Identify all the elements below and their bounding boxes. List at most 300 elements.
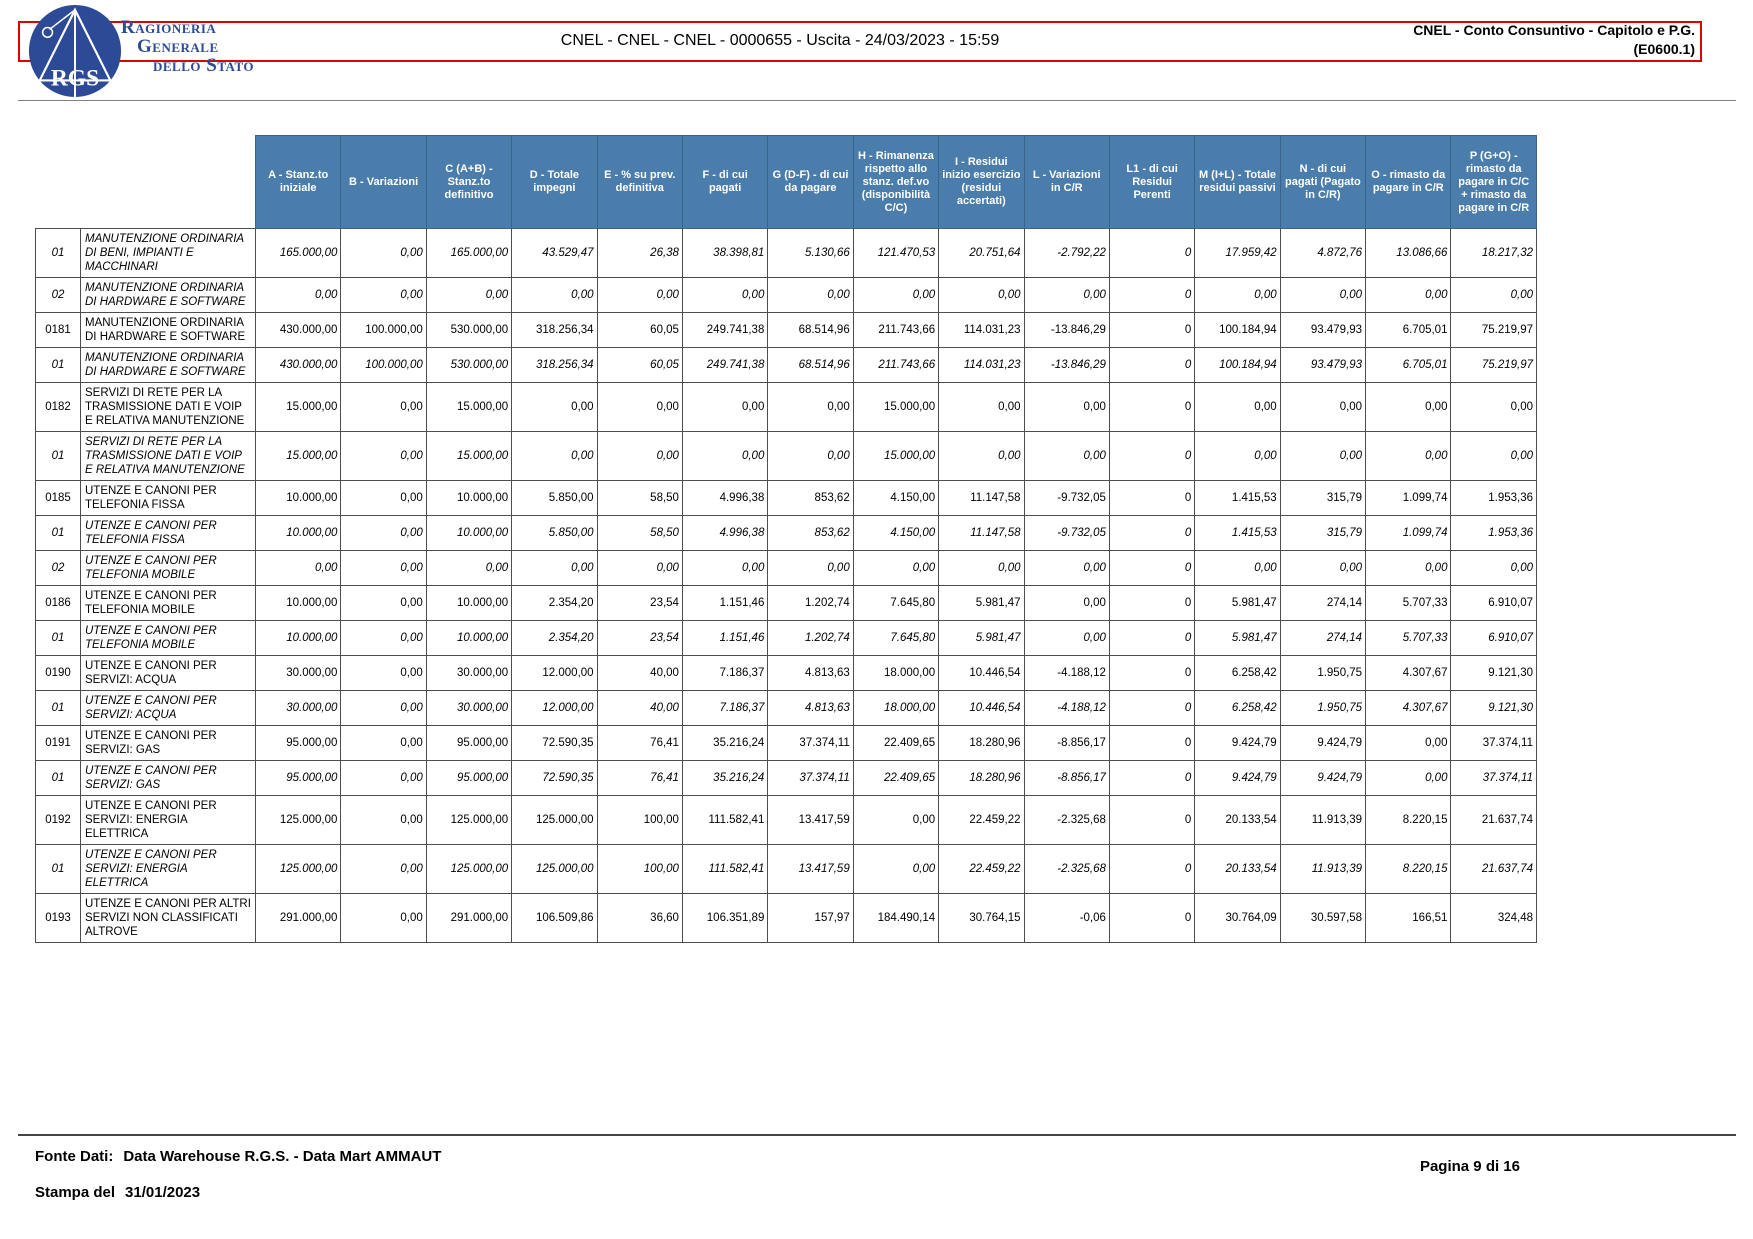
cell-value: 184.490,14 — [853, 894, 938, 943]
column-header: M (I+L) - Totale residui passivi — [1195, 136, 1280, 229]
row-code: 0192 — [36, 796, 81, 845]
cell-value: 7.186,37 — [682, 691, 767, 726]
cell-value: 72.590,35 — [512, 761, 597, 796]
cell-value: 0,00 — [682, 551, 767, 586]
row-description: SERVIZI DI RETE PER LA TRASMISSIONE DATI E VOIP E RELATIVA MANUTENZIONE — [81, 383, 256, 432]
cell-value: 157,97 — [768, 894, 853, 943]
table-row — [36, 761, 1537, 796]
table-row — [36, 551, 1537, 586]
column-header: A - Stanz.to iniziale — [256, 136, 341, 229]
cell-value: 10.000,00 — [426, 481, 511, 516]
report-code: (E0600.1) — [1633, 41, 1695, 57]
cell-value: 121.470,53 — [853, 229, 938, 278]
cell-value: 10.000,00 — [426, 586, 511, 621]
column-header: C (A+B) - Stanz.to definitivo — [426, 136, 511, 229]
cell-value: 0,00 — [682, 432, 767, 481]
column-header: L - Variazioni in C/R — [1024, 136, 1109, 229]
svg-text:RGS: RGS — [50, 65, 100, 92]
cell-value: 211.743,66 — [853, 313, 938, 348]
cell-value: 5.981,47 — [939, 586, 1024, 621]
cell-value: 10.446,54 — [939, 656, 1024, 691]
cell-value: 12.000,00 — [512, 656, 597, 691]
cell-value: 1.099,74 — [1366, 516, 1451, 551]
budget-table — [35, 135, 1537, 943]
cell-value: 0,00 — [1195, 383, 1280, 432]
cell-value: 10.000,00 — [426, 516, 511, 551]
row-description: UTENZE E CANONI PER SERVIZI: ENERGIA ELETTRICA — [81, 796, 256, 845]
table-row — [36, 516, 1537, 551]
cell-value: 0,00 — [341, 726, 426, 761]
cell-value: 0 — [1109, 691, 1194, 726]
cell-value: -13.846,29 — [1024, 313, 1109, 348]
cell-value: 38.398,81 — [682, 229, 767, 278]
cell-value: 6.258,42 — [1195, 656, 1280, 691]
report-header-title: CNEL - CNEL - CNEL - 0000655 - Uscita - 24/03/2023 - 15:59 — [560, 32, 1000, 49]
cell-value: 0,00 — [768, 432, 853, 481]
cell-value: 0,00 — [682, 383, 767, 432]
table-row — [36, 278, 1537, 313]
cell-value: 0 — [1109, 383, 1194, 432]
cell-value: 23,54 — [597, 586, 682, 621]
cell-value: 6.910,07 — [1451, 621, 1537, 656]
cell-value: 0,00 — [1451, 278, 1537, 313]
cell-value: 7.645,80 — [853, 621, 938, 656]
cell-value: 37.374,11 — [768, 761, 853, 796]
row-description: UTENZE E CANONI PER SERVIZI: ACQUA — [81, 656, 256, 691]
cell-value: 0 — [1109, 586, 1194, 621]
column-header: E - % su prev. definitiva — [597, 136, 682, 229]
cell-value: 0,00 — [341, 761, 426, 796]
cell-value: 1.415,53 — [1195, 516, 1280, 551]
cell-value: 0,00 — [341, 432, 426, 481]
cell-value: 43.529,47 — [512, 229, 597, 278]
cell-value: 1.950,75 — [1280, 691, 1365, 726]
cell-value: 249.741,38 — [682, 313, 767, 348]
cell-value: 93.479,93 — [1280, 348, 1365, 383]
cell-value: 0,00 — [768, 383, 853, 432]
table-row — [36, 845, 1537, 894]
cell-value: 0,00 — [1024, 551, 1109, 586]
row-code: 0186 — [36, 586, 81, 621]
cell-value: -2.325,68 — [1024, 845, 1109, 894]
row-description: UTENZE E CANONI PER TELEFONIA MOBILE — [81, 551, 256, 586]
cell-value: 1.953,36 — [1451, 516, 1537, 551]
row-description: UTENZE E CANONI PER SERVIZI: GAS — [81, 726, 256, 761]
cell-value: 15.000,00 — [256, 383, 341, 432]
cell-value: 0,00 — [853, 278, 938, 313]
cell-value: 18.280,96 — [939, 761, 1024, 796]
cell-value: 35.216,24 — [682, 726, 767, 761]
cell-value: 0,00 — [341, 691, 426, 726]
page-number: Pagina 9 di 16 — [1419, 1158, 1520, 1175]
cell-value: 11.147,58 — [939, 516, 1024, 551]
cell-value: 30.597,58 — [1280, 894, 1365, 943]
row-code: 02 — [36, 278, 81, 313]
cell-value: 0 — [1109, 348, 1194, 383]
row-code: 0182 — [36, 383, 81, 432]
cell-value: 12.000,00 — [512, 691, 597, 726]
cell-value: 0,00 — [1024, 586, 1109, 621]
report-name — [1413, 21, 1695, 59]
rgs-logo-icon — [26, 2, 124, 100]
cell-value: 249.741,38 — [682, 348, 767, 383]
cell-value: -2.792,22 — [1024, 229, 1109, 278]
cell-value: 114.031,23 — [939, 348, 1024, 383]
cell-value: 30.764,15 — [939, 894, 1024, 943]
cell-value: -9.732,05 — [1024, 516, 1109, 551]
cell-value: 30.000,00 — [256, 656, 341, 691]
cell-value: 318.256,34 — [512, 348, 597, 383]
cell-value: 100.184,94 — [1195, 313, 1280, 348]
cell-value: 0,00 — [512, 383, 597, 432]
row-description: UTENZE E CANONI PER TELEFONIA FISSA — [81, 516, 256, 551]
cell-value: 0 — [1109, 726, 1194, 761]
table-row — [36, 229, 1537, 278]
cell-value: 0 — [1109, 481, 1194, 516]
cell-value: 37.374,11 — [768, 726, 853, 761]
cell-value: 6.705,01 — [1366, 348, 1451, 383]
cell-value: 30.764,09 — [1195, 894, 1280, 943]
table-row — [36, 313, 1537, 348]
cell-value: 35.216,24 — [682, 761, 767, 796]
cell-value: 0,00 — [256, 551, 341, 586]
cell-value: 0,00 — [426, 278, 511, 313]
cell-value: 15.000,00 — [256, 432, 341, 481]
cell-value: 0 — [1109, 761, 1194, 796]
cell-value: 2.354,20 — [512, 586, 597, 621]
cell-value: 0,00 — [341, 278, 426, 313]
cell-value: 0,00 — [256, 278, 341, 313]
cell-value: 0,00 — [1451, 383, 1537, 432]
row-description: UTENZE E CANONI PER SERVIZI: ACQUA — [81, 691, 256, 726]
cell-value: 60,05 — [597, 348, 682, 383]
cell-value: 4.872,76 — [1280, 229, 1365, 278]
cell-value: 0 — [1109, 229, 1194, 278]
cell-value: 0,00 — [341, 383, 426, 432]
cell-value: 125.000,00 — [426, 845, 511, 894]
report-name-line-1: CNEL - Conto Consuntivo - Capitolo e P.G. — [1413, 22, 1695, 38]
cell-value: 100,00 — [597, 845, 682, 894]
column-header: P (G+O) - rimasto da pagare in C/C + rimasto da pagare in C/R — [1451, 136, 1537, 229]
cell-value: 40,00 — [597, 691, 682, 726]
cell-value: 9.424,79 — [1195, 761, 1280, 796]
cell-value: 18.217,32 — [1451, 229, 1537, 278]
cell-value: 4.813,63 — [768, 656, 853, 691]
cell-value: 11.147,58 — [939, 481, 1024, 516]
cell-value: 0,00 — [853, 845, 938, 894]
cell-value: 0,00 — [1024, 432, 1109, 481]
cell-value: 211.743,66 — [853, 348, 938, 383]
cell-value: 0 — [1109, 845, 1194, 894]
cell-value: 72.590,35 — [512, 726, 597, 761]
cell-value: 291.000,00 — [426, 894, 511, 943]
cell-value: 0,00 — [512, 278, 597, 313]
cell-value: 530.000,00 — [426, 348, 511, 383]
cell-value: 5.850,00 — [512, 516, 597, 551]
cell-value: 0 — [1109, 656, 1194, 691]
column-header: L1 - di cui Residui Perenti — [1109, 136, 1194, 229]
cell-value: 95.000,00 — [426, 726, 511, 761]
cell-value: 106.351,89 — [682, 894, 767, 943]
row-description: UTENZE E CANONI PER ALTRI SERVIZI NON CLASSIFICATI ALTROVE — [81, 894, 256, 943]
cell-value: 0,00 — [768, 278, 853, 313]
cell-value: 0 — [1109, 621, 1194, 656]
cell-value: 5.707,33 — [1366, 586, 1451, 621]
cell-value: 318.256,34 — [512, 313, 597, 348]
row-description: MANUTENZIONE ORDINARIA DI HARDWARE E SOFTWARE — [81, 278, 256, 313]
cell-value: 125.000,00 — [256, 796, 341, 845]
cell-value: -9.732,05 — [1024, 481, 1109, 516]
cell-value: 853,62 — [768, 516, 853, 551]
row-code: 01 — [36, 516, 81, 551]
cell-value: 15.000,00 — [426, 383, 511, 432]
cell-value: 0,00 — [341, 894, 426, 943]
cell-value: 95.000,00 — [256, 761, 341, 796]
cell-value: 0,00 — [1366, 551, 1451, 586]
cell-value: 0,00 — [939, 432, 1024, 481]
cell-value: 0,00 — [341, 586, 426, 621]
cell-value: 1.151,46 — [682, 586, 767, 621]
cell-value: 4.150,00 — [853, 516, 938, 551]
column-header: O - rimasto da pagare in C/R — [1366, 136, 1451, 229]
fonte-dati-value: Data Warehouse R.G.S. - Data Mart AMMAUT — [123, 1148, 442, 1165]
cell-value: 324,48 — [1451, 894, 1537, 943]
row-code: 0191 — [36, 726, 81, 761]
column-header: D - Totale impegni — [512, 136, 597, 229]
cell-value: 0,00 — [341, 656, 426, 691]
cell-value: 0,00 — [1195, 278, 1280, 313]
cell-value: 853,62 — [768, 481, 853, 516]
cell-value: 95.000,00 — [256, 726, 341, 761]
cell-value: 125.000,00 — [512, 845, 597, 894]
cell-value: 5.981,47 — [1195, 586, 1280, 621]
column-header: N - di cui pagati (Pagato in C/R) — [1280, 136, 1365, 229]
cell-value: 75.219,97 — [1451, 313, 1537, 348]
cell-value: 315,79 — [1280, 516, 1365, 551]
cell-value: 21.637,74 — [1451, 845, 1537, 894]
cell-value: 10.000,00 — [426, 621, 511, 656]
cell-value: 291.000,00 — [256, 894, 341, 943]
table-row — [36, 894, 1537, 943]
cell-value: 0,00 — [1366, 432, 1451, 481]
cell-value: 5.850,00 — [512, 481, 597, 516]
cell-value: 0,00 — [939, 383, 1024, 432]
cell-value: 1.415,53 — [1195, 481, 1280, 516]
header-divider — [18, 100, 1736, 101]
cell-value: 430.000,00 — [256, 348, 341, 383]
cell-value: 0,00 — [512, 551, 597, 586]
cell-value: 40,00 — [597, 656, 682, 691]
cell-value: 18.000,00 — [853, 656, 938, 691]
cell-value: 100.184,94 — [1195, 348, 1280, 383]
row-description: MANUTENZIONE ORDINARIA DI HARDWARE E SOFTWARE — [81, 313, 256, 348]
cell-value: 0 — [1109, 796, 1194, 845]
cell-value: 10.000,00 — [256, 621, 341, 656]
cell-value: 20.133,54 — [1195, 845, 1280, 894]
cell-value: 9.121,30 — [1451, 691, 1537, 726]
cell-value: 0,00 — [341, 229, 426, 278]
cell-value: 10.000,00 — [256, 516, 341, 551]
cell-value: 36,60 — [597, 894, 682, 943]
cell-value: 0,00 — [426, 551, 511, 586]
cell-value: 0 — [1109, 278, 1194, 313]
cell-value: 0 — [1109, 894, 1194, 943]
cell-value: 4.996,38 — [682, 481, 767, 516]
row-code: 01 — [36, 621, 81, 656]
cell-value: 0,00 — [939, 551, 1024, 586]
cell-value: 274,14 — [1280, 621, 1365, 656]
cell-value: 4.813,63 — [768, 691, 853, 726]
cell-value: 315,79 — [1280, 481, 1365, 516]
cell-value: 165.000,00 — [426, 229, 511, 278]
table-body — [36, 229, 1537, 943]
cell-value: 0,00 — [768, 551, 853, 586]
cell-value: 0,00 — [1280, 278, 1365, 313]
cell-value: 530.000,00 — [426, 313, 511, 348]
cell-value: 0,00 — [341, 481, 426, 516]
cell-value: 125.000,00 — [512, 796, 597, 845]
cell-value: 22.459,22 — [939, 796, 1024, 845]
cell-value: 10.000,00 — [256, 481, 341, 516]
cell-value: 68.514,96 — [768, 348, 853, 383]
cell-value: 18.280,96 — [939, 726, 1024, 761]
cell-value: 11.913,39 — [1280, 845, 1365, 894]
cell-value: 114.031,23 — [939, 313, 1024, 348]
header-blank-desc — [81, 136, 256, 229]
cell-value: 8.220,15 — [1366, 845, 1451, 894]
cell-value: 1.099,74 — [1366, 481, 1451, 516]
cell-value: 0,00 — [341, 621, 426, 656]
row-description: SERVIZI DI RETE PER LA TRASMISSIONE DATI E VOIP E RELATIVA MANUTENZIONE — [81, 432, 256, 481]
cell-value: 0,00 — [1366, 726, 1451, 761]
cell-value: 0,00 — [1366, 383, 1451, 432]
cell-value: 0,00 — [1024, 621, 1109, 656]
fonte-dati — [35, 1148, 441, 1165]
cell-value: -8.856,17 — [1024, 726, 1109, 761]
cell-value: 0,00 — [1280, 551, 1365, 586]
cell-value: 0,00 — [597, 551, 682, 586]
cell-value: 21.637,74 — [1451, 796, 1537, 845]
cell-value: 0,00 — [341, 516, 426, 551]
cell-value: 0,00 — [1451, 551, 1537, 586]
cell-value: 60,05 — [597, 313, 682, 348]
row-code: 01 — [36, 432, 81, 481]
cell-value: 0 — [1109, 516, 1194, 551]
column-header: I - Residui inizio esercizio (residui accertati) — [939, 136, 1024, 229]
brand-text — [121, 18, 254, 75]
cell-value: 0,00 — [1195, 432, 1280, 481]
cell-value: 15.000,00 — [426, 432, 511, 481]
cell-value: 93.479,93 — [1280, 313, 1365, 348]
cell-value: 58,50 — [597, 481, 682, 516]
cell-value: 22.459,22 — [939, 845, 1024, 894]
cell-value: 22.409,65 — [853, 726, 938, 761]
cell-value: 0,00 — [1280, 383, 1365, 432]
cell-value: 76,41 — [597, 761, 682, 796]
cell-value: 0,00 — [512, 432, 597, 481]
row-code: 01 — [36, 348, 81, 383]
cell-value: 100,00 — [597, 796, 682, 845]
row-code: 0193 — [36, 894, 81, 943]
cell-value: 7.645,80 — [853, 586, 938, 621]
cell-value: 0,00 — [341, 551, 426, 586]
cell-value: 37.374,11 — [1451, 761, 1537, 796]
cell-value: 5.130,66 — [768, 229, 853, 278]
cell-value: 1.151,46 — [682, 621, 767, 656]
table-row — [36, 726, 1537, 761]
cell-value: 0,00 — [1451, 432, 1537, 481]
cell-value: 4.307,67 — [1366, 656, 1451, 691]
cell-value: 0 — [1109, 313, 1194, 348]
row-description: MANUTENZIONE ORDINARIA DI BENI, IMPIANTI E MACCHINARI — [81, 229, 256, 278]
column-header: B - Variazioni — [341, 136, 426, 229]
cell-value: 1.950,75 — [1280, 656, 1365, 691]
cell-value: 20.133,54 — [1195, 796, 1280, 845]
cell-value: 22.409,65 — [853, 761, 938, 796]
cell-value: 23,54 — [597, 621, 682, 656]
row-code: 02 — [36, 551, 81, 586]
cell-value: 4.307,67 — [1366, 691, 1451, 726]
row-description: MANUTENZIONE ORDINARIA DI HARDWARE E SOFTWARE — [81, 348, 256, 383]
cell-value: 26,38 — [597, 229, 682, 278]
brand-line-2: Generale — [137, 36, 219, 57]
cell-value: 0,00 — [341, 796, 426, 845]
table-row — [36, 796, 1537, 845]
cell-value: 5.981,47 — [1195, 621, 1280, 656]
cell-value: 76,41 — [597, 726, 682, 761]
cell-value: 0,00 — [853, 551, 938, 586]
cell-value: 111.582,41 — [682, 796, 767, 845]
cell-value: 75.219,97 — [1451, 348, 1537, 383]
cell-value: 5.981,47 — [939, 621, 1024, 656]
cell-value: 58,50 — [597, 516, 682, 551]
cell-value: 0,00 — [939, 278, 1024, 313]
column-header: F - di cui pagati — [682, 136, 767, 229]
cell-value: 9.424,79 — [1195, 726, 1280, 761]
cell-value: 15.000,00 — [853, 432, 938, 481]
brand-line-1: Ragioneria — [121, 17, 217, 38]
cell-value: 0,00 — [1195, 551, 1280, 586]
cell-value: 0,00 — [597, 432, 682, 481]
cell-value: -2.325,68 — [1024, 796, 1109, 845]
cell-value: 9.121,30 — [1451, 656, 1537, 691]
cell-value: -13.846,29 — [1024, 348, 1109, 383]
cell-value: 15.000,00 — [853, 383, 938, 432]
cell-value: 0 — [1109, 551, 1194, 586]
cell-value: 11.913,39 — [1280, 796, 1365, 845]
cell-value: 13.417,59 — [768, 845, 853, 894]
cell-value: 9.424,79 — [1280, 761, 1365, 796]
cell-value: 4.996,38 — [682, 516, 767, 551]
table-row — [36, 432, 1537, 481]
footer-divider — [18, 1134, 1736, 1136]
cell-value: 17.959,42 — [1195, 229, 1280, 278]
brand-line-3: dello Stato — [153, 55, 255, 76]
cell-value: 5.707,33 — [1366, 621, 1451, 656]
cell-value: 37.374,11 — [1451, 726, 1537, 761]
cell-value: -4.188,12 — [1024, 691, 1109, 726]
cell-value: 18.000,00 — [853, 691, 938, 726]
cell-value: 6.910,07 — [1451, 586, 1537, 621]
table-row — [36, 691, 1537, 726]
row-description: UTENZE E CANONI PER TELEFONIA MOBILE — [81, 621, 256, 656]
column-header: H - Rimanenza rispetto allo stanz. def.vo (disponibilità C/C) — [853, 136, 938, 229]
cell-value: 165.000,00 — [256, 229, 341, 278]
cell-value: 9.424,79 — [1280, 726, 1365, 761]
table-row — [36, 586, 1537, 621]
stampa-del-value: 31/01/2023 — [125, 1184, 201, 1201]
cell-value: 0,00 — [341, 845, 426, 894]
